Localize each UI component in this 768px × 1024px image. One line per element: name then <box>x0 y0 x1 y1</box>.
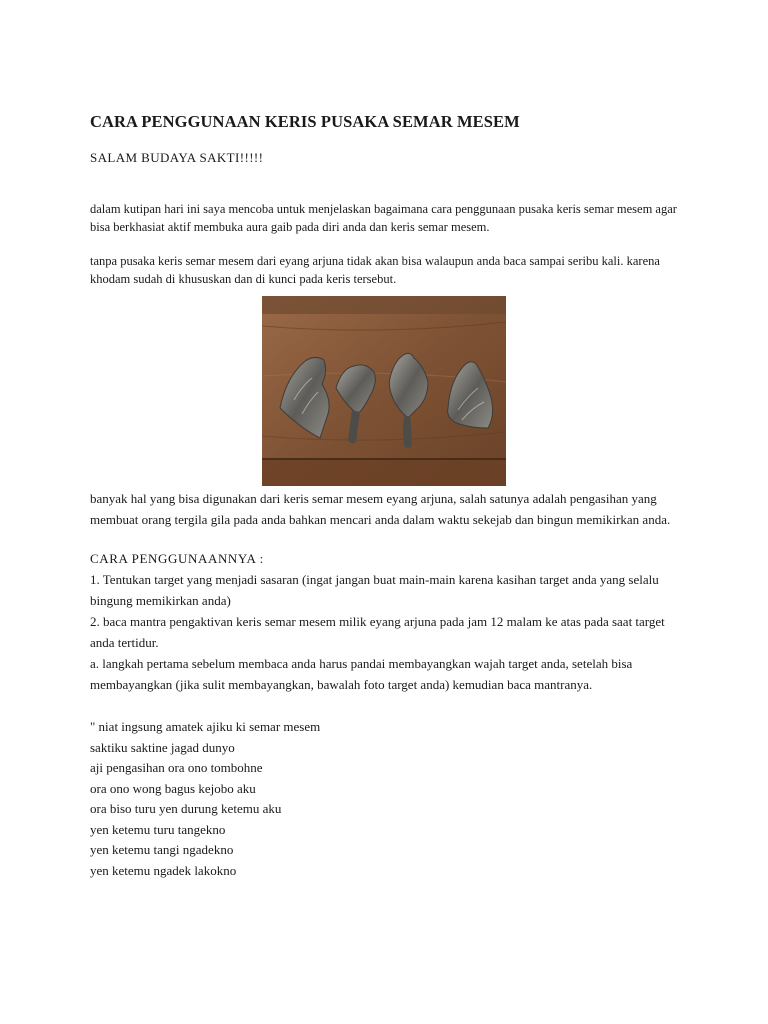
mantra-line: yen ketemu ngadek lakokno <box>90 862 237 878</box>
mantra-line: ora biso turu yen durung ketemu aku <box>90 801 282 816</box>
step-2: 2. baca mantra pengaktivan keris semar mesem milik eyang arjuna pada jam 12 malam ke atas pada saat target anda tertidur. <box>90 614 665 650</box>
keris-photo-image <box>262 296 506 486</box>
document-page <box>90 112 690 881</box>
steps-list <box>90 569 690 695</box>
step-1: 1. Tentukan target yang menjadi sasaran (ingat jangan buat main-main karena kasihan target anda yang selalu bingung memikirkan anda) <box>90 572 659 608</box>
document-title: CARA PENGGUNAAN KERIS PUSAKA SEMAR MESEM <box>90 112 520 131</box>
greeting-text: SALAM BUDAYA SAKTI!!!!! <box>90 150 264 165</box>
mantra-line: aji pengasihan ora ono tombohne <box>90 760 263 775</box>
mantra-line: yen ketemu turu tangekno <box>90 821 226 837</box>
step-a: a. langkah pertama sebelum membaca anda harus pandai membayangkan wajah target anda, setelah bisa membayangkan (jika sulit membayangkan, bawalah foto target anda) kemudian baca mantranya. <box>90 656 633 692</box>
mantra-block <box>90 717 690 881</box>
mantra-line: " niat ingsung amatek ajiku ki semar mesem <box>90 719 321 734</box>
keris-photo <box>262 296 506 486</box>
intro-paragraph: dalam kutipan hari ini saya mencoba untuk menjelaskan bagaimana cara penggunaan pusaka keris semar mesem agar bisa berkhasiat aktif membuka aura gaib pada diri anda dan keris semar mesem. <box>90 202 677 234</box>
mantra-line: ora ono wong bagus kejobo aku <box>90 780 256 796</box>
banyak-paragraph: banyak hal yang bisa digunakan dari keris semar mesem eyang arjuna, salah satunya adalah pengasihan yang membuat orang tergila gila pada anda bahkan mencari anda dalam waktu sekejab dan bingun memikirkan anda. <box>90 491 671 527</box>
mantra-line: yen ketemu tangi ngadekno <box>90 842 234 857</box>
tanpa-paragraph: tanpa pusaka keris semar mesem dari eyang arjuna tidak akan bisa walaupun anda baca sampai seribu kali. karena khodam sudah di khususkan dan di kunci pada keris tersebut. <box>90 254 660 286</box>
cara-heading: CARA PENGGUNAANNYA : <box>90 551 264 566</box>
mantra-line: saktiku saktine jagad dunyo <box>90 739 235 755</box>
